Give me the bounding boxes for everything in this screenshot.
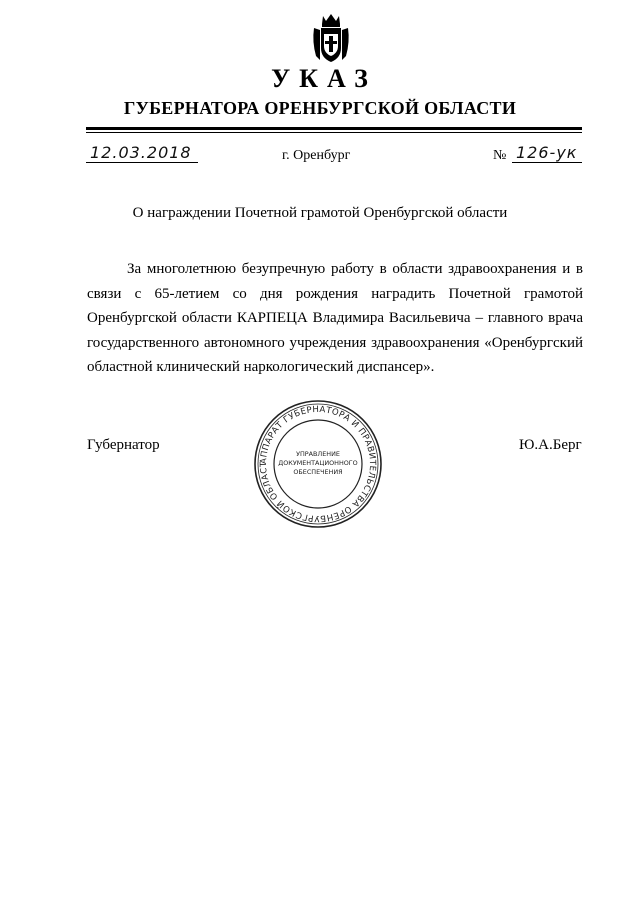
decree-date: 12.03.2018	[90, 143, 192, 162]
document-type-title: УКАЗ	[271, 64, 377, 93]
official-stamp	[252, 398, 384, 530]
stamp-line-3: ОБЕСПЕЧЕНИЯ	[293, 468, 343, 476]
issuer-title: ГУБЕРНАТОРА ОРЕНБУРГСКОЙ ОБЛАСТИ	[123, 98, 517, 118]
document-body: За многолетнюю безупречную работу в области здравоохранения и в связи с 65-летием со дня рождения наградить Почетной грамотой Оренбургской области КАРПЕЦА Владимира Васильевича – главного врача государственного автономного учреждения здравоохранения «Оренбургский областной клинический наркологический диспансер».	[87, 261, 583, 376]
stamp-line-2: ДОКУМЕНТАЦИОННОГО	[278, 459, 358, 467]
number-underline	[512, 162, 582, 163]
header-rule-thick	[86, 127, 582, 130]
decree-place: г. Оренбург	[282, 148, 351, 163]
signatory-title: Губернатор	[87, 437, 160, 453]
coat-of-arms-icon	[310, 12, 352, 64]
document-heading: О награждении Почетной грамотой Оренбургской области	[132, 205, 508, 221]
header-rule-thin	[86, 132, 582, 133]
stamp-line-1: УПРАВЛЕНИЕ	[296, 450, 340, 458]
stamp-ring-text: АППАРАТ ГУБЕРНАТОРА И ПРАВИТЕЛЬСТВА ОРЕНБУРГСКОЙ ОБЛАСТ	[258, 404, 378, 524]
number-label: №	[493, 148, 507, 163]
date-underline	[86, 162, 198, 163]
decree-number: 126-ук	[516, 143, 578, 162]
signatory-name: Ю.А.Берг	[519, 437, 582, 453]
